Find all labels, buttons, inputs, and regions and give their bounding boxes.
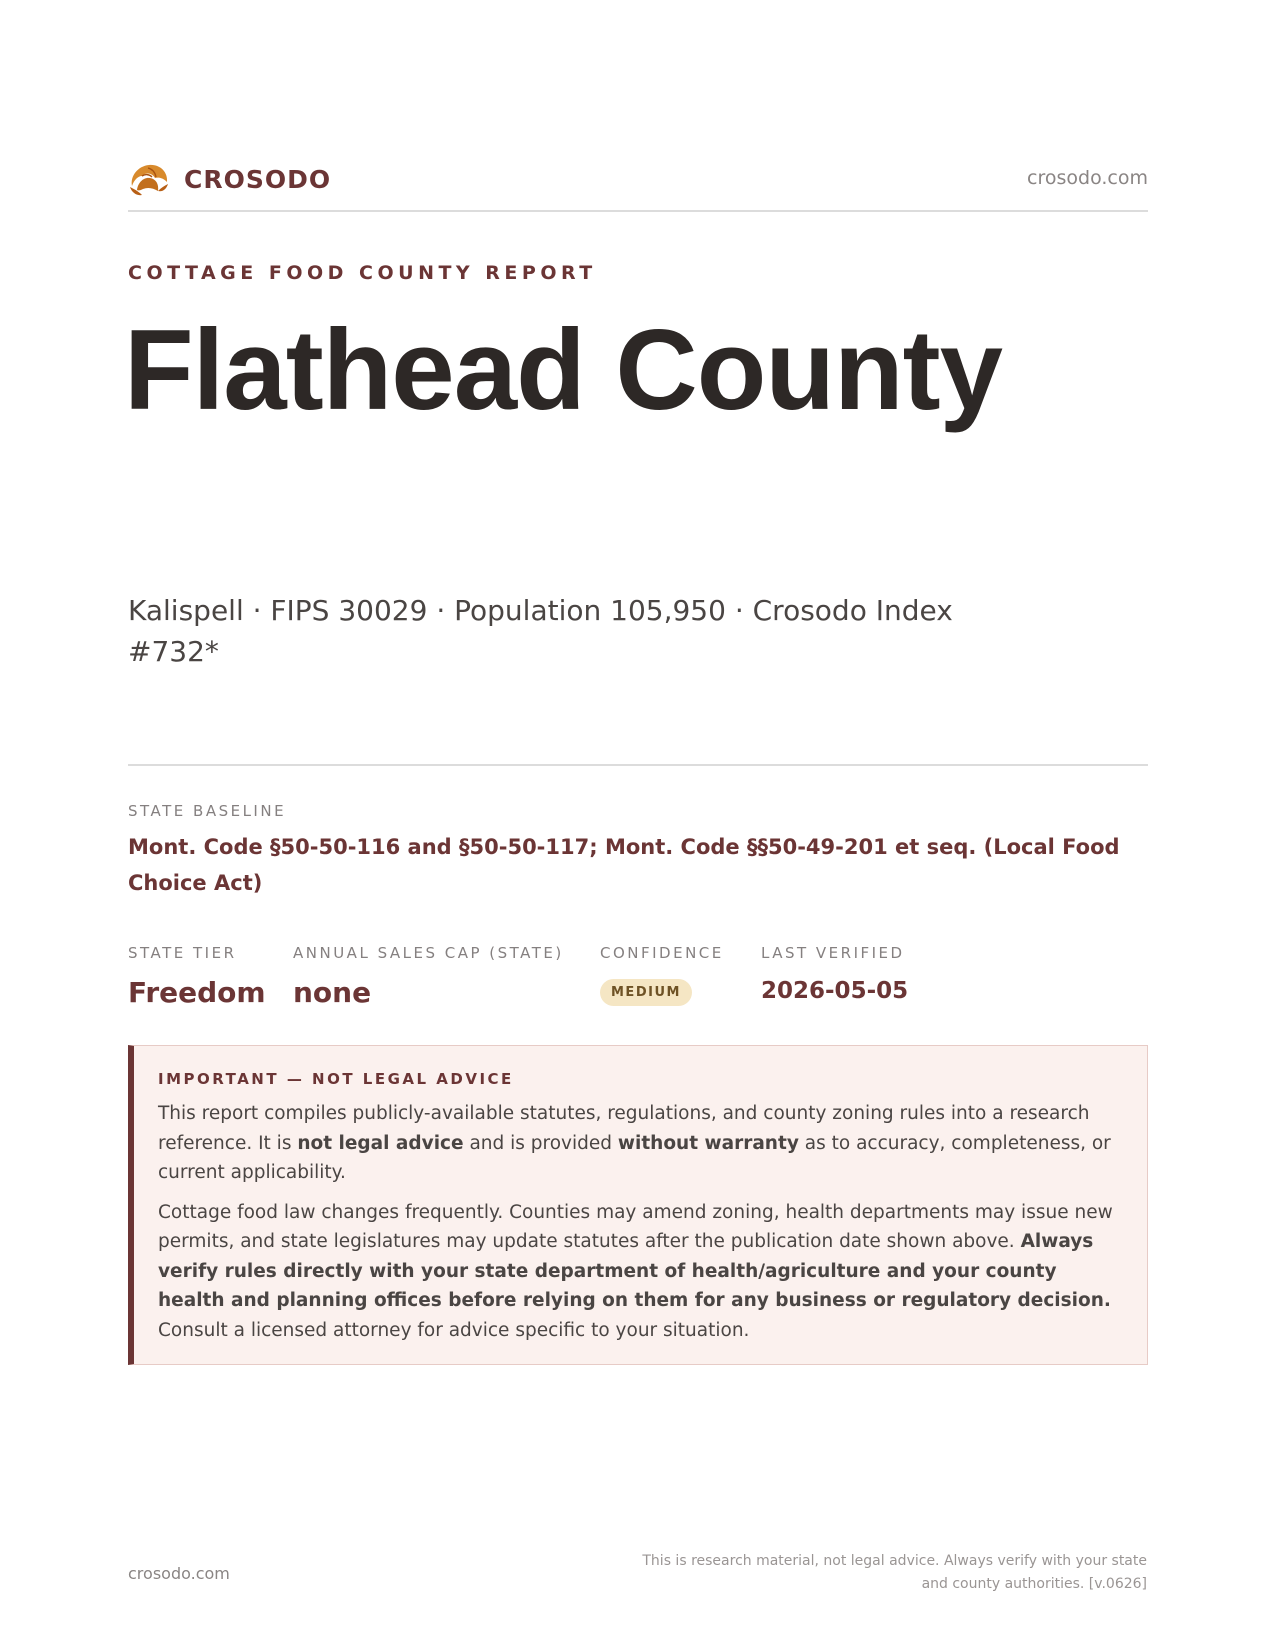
- stat-label: LAST VERIFIED: [761, 944, 905, 962]
- stat-value: Freedom: [128, 976, 266, 1009]
- page-title: Flathead County: [124, 307, 1003, 434]
- disclaimer-paragraph: [158, 1099, 1123, 1188]
- state-baseline-statutes: Mont. Code §50-50-116 and §50-50-117; Mont. Code §§50-49-201 et seq. (Local Food Choice Act): [128, 835, 1120, 895]
- disclaimer-title: IMPORTANT — NOT LEGAL ADVICE: [158, 1070, 514, 1088]
- disclaimer-emphasis: Always verify rules directly with your state department of health/agriculture and your county health and planning offices before relying on them for any business or regulatory decision.: [158, 1231, 1111, 1311]
- stat-value: none: [293, 976, 372, 1009]
- disclaimer-text: This report compiles publicly-available statutes, regulations, and county zoning rules into a research reference. It is: [158, 1103, 1090, 1154]
- stat-value: 2026-05-05: [761, 978, 909, 1004]
- croissant-icon: [128, 160, 170, 198]
- stat-label: CONFIDENCE: [600, 944, 724, 962]
- footer-site-url[interactable]: crosodo.com: [128, 1564, 230, 1583]
- disclaimer-text: and is provided: [463, 1132, 618, 1154]
- stat-sales-cap: [293, 944, 564, 1009]
- legal-disclaimer: [128, 1045, 1148, 1365]
- stat-last-verified: [761, 944, 908, 1004]
- brand-name: CROSODO: [184, 164, 332, 194]
- stats-row: [128, 944, 1148, 1014]
- state-baseline-label: STATE BASELINE: [128, 802, 287, 820]
- page-header: [128, 158, 1148, 212]
- disclaimer-emphasis: not legal advice: [297, 1132, 464, 1154]
- report-type-label: COTTAGE FOOD COUNTY REPORT: [128, 262, 597, 284]
- disclaimer-paragraph: [158, 1198, 1123, 1346]
- stat-label: ANNUAL SALES CAP (STATE): [293, 944, 564, 962]
- county-summary: Kalispell · FIPS 30029 · Population 105,950 · Crosodo Index #732*: [128, 594, 953, 668]
- disclaimer-emphasis: without warranty: [617, 1132, 799, 1154]
- footer-disclaimer-line: This is research material, not legal advice. Always verify with your state: [642, 1553, 1147, 1569]
- stat-confidence: [600, 944, 724, 1006]
- section-divider: [128, 764, 1148, 766]
- stat-state-tier: [128, 944, 266, 1009]
- disclaimer-text: Consult a licensed attorney for advice specific to your situation.: [158, 1319, 750, 1341]
- site-url[interactable]: crosodo.com: [1027, 167, 1148, 189]
- disclaimer-text: Cottage food law changes frequently. Counties may amend zoning, health departments may issue new permits, and state legislatures may update statutes after the publication date shown above.: [158, 1201, 1113, 1252]
- footer-disclaimer-line: and county authorities. [v.0626]: [921, 1576, 1147, 1592]
- footer-disclaimer: [607, 1550, 1147, 1596]
- disclaimer-text: as to accuracy, completeness, or current applicability.: [158, 1132, 1111, 1183]
- brand: [128, 160, 331, 198]
- confidence-badge: MEDIUM: [600, 979, 692, 1006]
- stat-label: STATE TIER: [128, 944, 237, 962]
